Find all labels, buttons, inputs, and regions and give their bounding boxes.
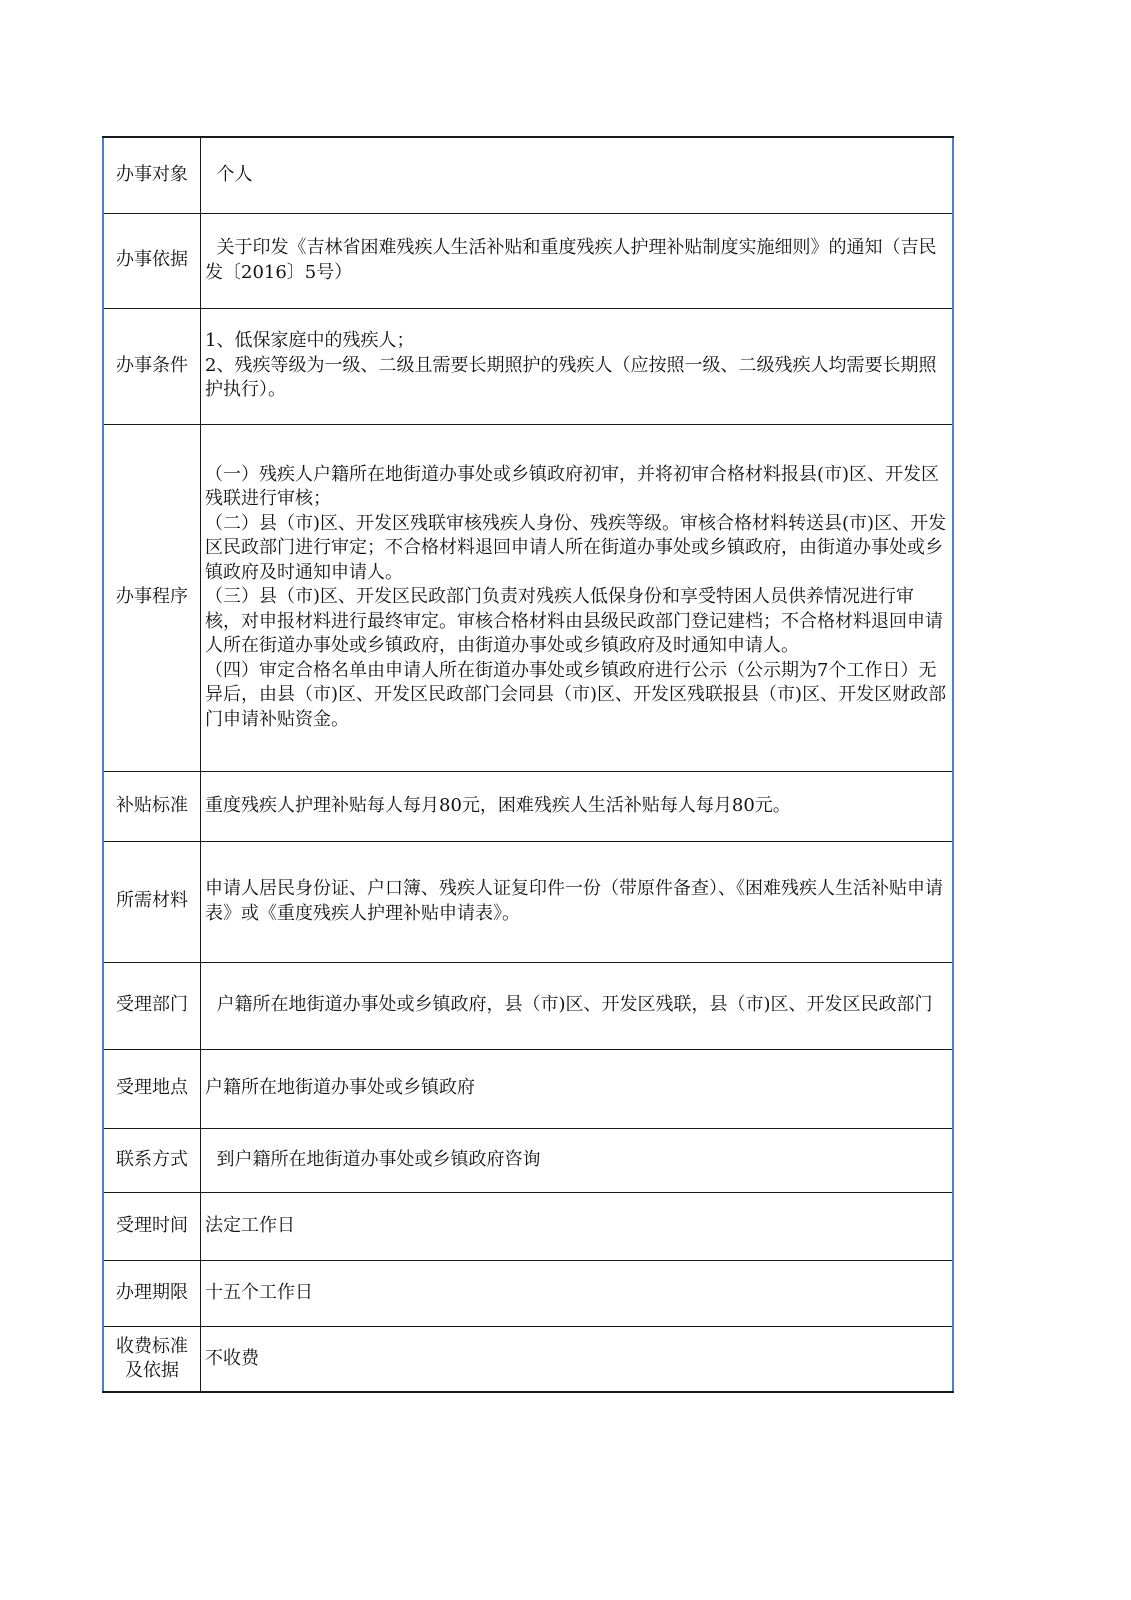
row-value bbox=[201, 424, 954, 771]
row-value: 个人 bbox=[201, 137, 954, 213]
row-value: 十五个工作日 bbox=[201, 1260, 954, 1326]
condition-line: 1、低保家庭中的残疾人； bbox=[205, 330, 415, 352]
condition-line: 2、残疾等级为一级、二级且需要长期照护的残疾人（应按照一级、二级残疾人均需要长期照护执行）。 bbox=[205, 354, 937, 401]
table-row bbox=[103, 1260, 953, 1326]
row-label: 办事依据 bbox=[103, 213, 201, 308]
row-label: 联系方式 bbox=[103, 1128, 201, 1192]
table-row bbox=[103, 213, 953, 308]
table-row bbox=[103, 1192, 953, 1260]
row-label: 受理部门 bbox=[103, 962, 201, 1049]
procedure-step: （一）残疾人户籍所在地街道办事处或乡镇政府初审，并将初审合格材料报县(市)区、开发区残联进行审核； bbox=[205, 463, 940, 510]
service-info-table bbox=[102, 136, 954, 1393]
table-row bbox=[103, 1049, 953, 1128]
table-row bbox=[103, 424, 953, 771]
row-label bbox=[103, 1326, 201, 1392]
row-value: 关于印发《吉林省困难残疾人生活补贴和重度残疾人护理补贴制度实施细则》的通知（吉民发〔2016〕5号） bbox=[201, 213, 954, 308]
table-row bbox=[103, 771, 953, 841]
row-value bbox=[201, 308, 954, 424]
row-value: 重度残疾人护理补贴每人每月80元，困难残疾人生活补贴每人每月80元。 bbox=[201, 771, 954, 841]
row-value: 法定工作日 bbox=[201, 1192, 954, 1260]
row-label-line: 及依据 bbox=[125, 1359, 179, 1381]
row-label-line: 收费标准 bbox=[116, 1335, 188, 1357]
row-value: 户籍所在地街道办事处或乡镇政府，县（市)区、开发区残联，县（市)区、开发区民政部门 bbox=[201, 962, 954, 1049]
row-value: 申请人居民身份证、户口簿、残疾人证复印件一份（带原件备查）、《困难残疾人生活补贴申请表》或《重度残疾人护理补贴申请表》。 bbox=[201, 841, 954, 962]
table-row bbox=[103, 1128, 953, 1192]
row-label: 受理时间 bbox=[103, 1192, 201, 1260]
row-label: 所需材料 bbox=[103, 841, 201, 962]
table-row bbox=[103, 841, 953, 962]
row-label: 受理地点 bbox=[103, 1049, 201, 1128]
table-row bbox=[103, 1326, 953, 1392]
row-value: 户籍所在地街道办事处或乡镇政府 bbox=[201, 1049, 954, 1128]
row-value: 到户籍所在地街道办事处或乡镇政府咨询 bbox=[201, 1128, 954, 1192]
row-label: 办事条件 bbox=[103, 308, 201, 424]
table-row bbox=[103, 308, 953, 424]
procedure-step: （三）县（市)区、开发区民政部门负责对残疾人低保身份和享受特困人员供养情况进行审核，对申报材料进行最终审定。审核合格材料由县级民政部门登记建档；不合格材料退回申请人所在街道办事处或乡镇政府，由街道办事处或乡镇政府及时通知申请人。 bbox=[205, 586, 943, 657]
procedure-step: （四）审定合格名单由申请人所在街道办事处或乡镇政府进行公示（公示期为7个工作日）无异后，由县（市)区、开发区民政部门会同县（市)区、开发区残联报县（市)区、开发区财政部门申请补贴资金。 bbox=[205, 659, 947, 730]
row-value: 不收费 bbox=[201, 1326, 954, 1392]
row-label: 办事程序 bbox=[103, 424, 201, 771]
procedure-step: （二）县（市)区、开发区残联审核残疾人身份、残疾等级。审核合格材料转送县(市)区、开发区民政部门进行审定；不合格材料退回申请人所在街道办事处或乡镇政府，由街道办事处或乡镇政府及时通知申请人。 bbox=[205, 512, 947, 583]
row-label: 办理期限 bbox=[103, 1260, 201, 1326]
table-row bbox=[103, 962, 953, 1049]
row-label: 补贴标准 bbox=[103, 771, 201, 841]
row-label: 办事对象 bbox=[103, 137, 201, 213]
table-row bbox=[103, 137, 953, 213]
